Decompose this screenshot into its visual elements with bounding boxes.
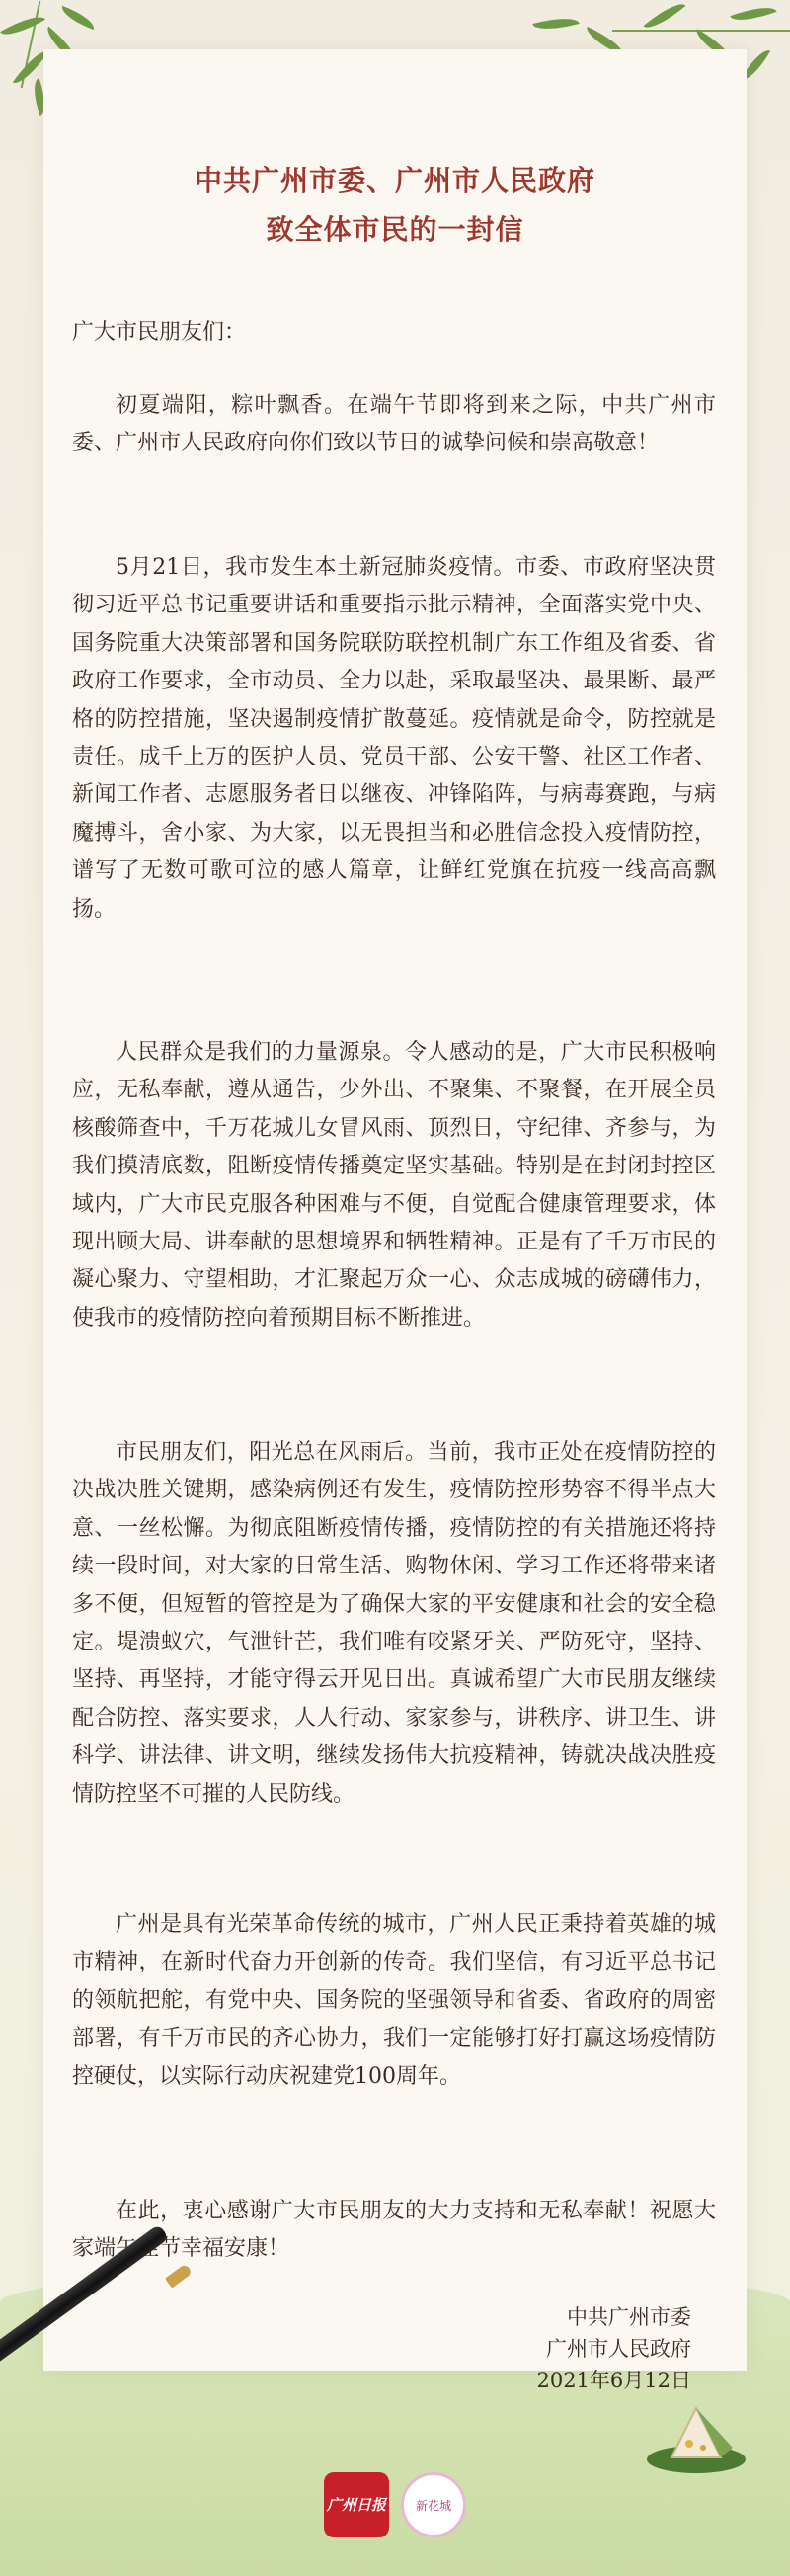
signature-org-1: 中共广州市委 bbox=[567, 2305, 691, 2329]
signature-org-2: 广州市人民政府 bbox=[546, 2337, 691, 2361]
xinhuacheng-logo-text: 新花城 bbox=[415, 2498, 451, 2513]
title-line-2: 致全体市民的一封信 bbox=[266, 213, 524, 246]
zongzi-decoration bbox=[642, 2390, 750, 2479]
letter-paragraph-6: 在此，衷心感谢广大市民朋友的大力支持和无私奉献！祝愿大家端午佳节幸福安康！ bbox=[72, 2199, 716, 2262]
letter-paragraph-2: 5月21日，我市发生本土新冠肺炎疫情。市委、市政府坚决贯彻习近平总书记重要讲话和重要指示批示精神，全面落实党中央、国务院重大决策部署和国务院联防联控机制广东工作组及省委、省政府工作要求，全市动员、全力以赴，采取最坚决、最果断、最严格的防控措施，坚决遏制疫情扩散蔓延。疫情就是命令，防控就是责任。成千上万的医护人员、党员干部、公安干警、社区工作者、新闻工作者、志愿服务者日以继夜、冲锋陷阵，与病毒赛跑，与病魔搏斗，舍小家、为大家，以无畏担当和必胜信念投入疫情防控，谱写了无数可歌可泣的感人篇章，让鲜红党旗在抗疫一线高高飘扬。 bbox=[72, 555, 716, 922]
signature-block bbox=[395, 2301, 691, 2396]
xinhuacheng-logo bbox=[401, 2472, 466, 2537]
letter-paragraph-1: 初夏端阳，粽叶飘香。在端午节即将到来之际，中共广州市委、广州市人民政府向你们致以节日的诚挚问候和崇高敬意！ bbox=[72, 393, 716, 456]
letter-paragraph-3: 人民群众是我们的力量源泉。令人感动的是，广大市民积极响应，无私奉献，遵从通告，少外出、不聚集、不聚餐，在开展全员核酸筛查中，千万花城儿女冒风雨、顶烈日，守纪律、齐参与，为我们摸清底数，阻断疫情传播奠定坚实基础。特别是在封闭封控区域内，广大市民克服各种困难与不便，自觉配合健康管理要求，体现出顾大局、讲奉献的思想境界和牺牲精神。正是有了千万市民的凝心聚力、守望相助，才汇聚起万众一心、众志成城的磅礴伟力，使我市的疫情防控向着预期目标不断推进。 bbox=[72, 1040, 716, 1330]
guangzhou-daily-logo bbox=[324, 2472, 389, 2537]
letter-paragraph-5: 广州是具有光荣革命传统的城市，广州人民正秉持着英雄的城市精神，在新时代奋力开创新的传奇。我们坚信，有习近平总书记的领航把舵，有党中央、国务院的坚强领导和省委、省政府的周密部署，有千万市民的齐心协力，我们一定能够打好打赢这场疫情防控硬仗，以实际行动庆祝建党100周年。 bbox=[72, 1912, 716, 2089]
title-line-1: 中共广州市委、广州市人民政府 bbox=[194, 164, 595, 197]
signature-date: 2021年6月12日 bbox=[536, 2369, 691, 2392]
guangzhou-daily-logo-text: 广州日报 bbox=[326, 2496, 386, 2514]
letter-greeting: 广大市民朋友们： bbox=[72, 320, 247, 345]
letter-paragraph-4: 市民朋友们，阳光总在风雨后。当前，我市正处在疫情防控的决战决胜关键期，感染病例还有发生，疫情防控形势容不得半点大意、一丝松懈。为彻底阻断疫情传播，疫情防控的有关措施还将持续一段时间，对大家的日常生活、购物休闲、学习工作还将带来诸多不便，但短暂的管控是为了确保大家的平安健康和社会的安全稳定。堤溃蚁穴，气泄针芒，我们唯有咬紧牙关、严防死守，坚持、坚持、再坚持，才能守得云开见日出。真诚希望广大市民朋友继续配合防控、落实要求，人人行动、家家参与，讲秩序、讲卫生、讲科学、讲法律、讲文明，继续发扬伟大抗疫精神，铸就决战决胜疫情防控坚不可摧的人民防线。 bbox=[72, 1440, 716, 1807]
letter-title bbox=[43, 156, 747, 255]
